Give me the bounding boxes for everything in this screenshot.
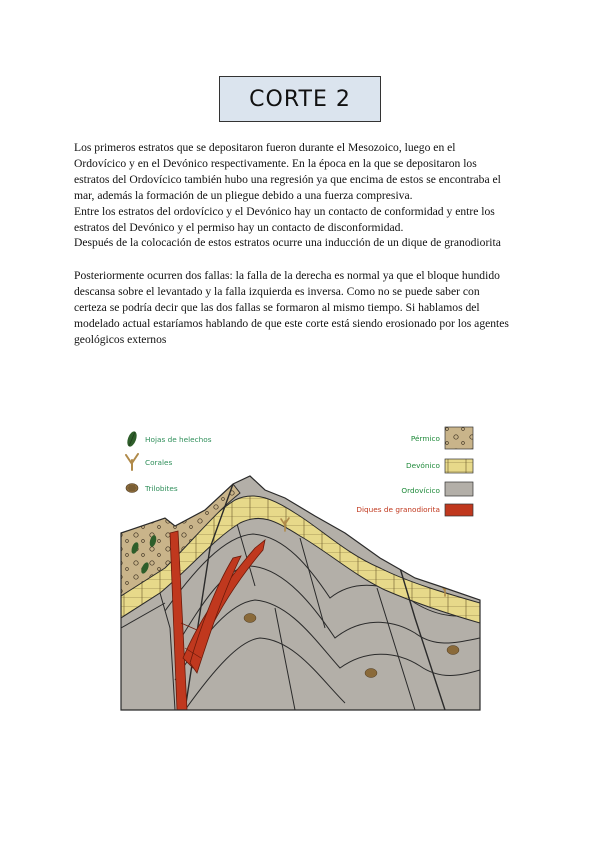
text-line: Posteriormente ocurren dos fallas: la falla de la derecha es normal ya que el bloque hundido bbox=[74, 269, 500, 282]
legend-swatch-ordovicico bbox=[445, 482, 473, 496]
paragraph-strata-history bbox=[74, 140, 534, 251]
text-line: descansa sobre el levantado y la falla izquierda es inversa. Como no se puede saber con bbox=[74, 284, 480, 298]
fossil-legend bbox=[126, 430, 212, 493]
text-line: Los primeros estratos que se depositaron fueron durante el Mesozoico, luego en el bbox=[74, 141, 456, 154]
text-line: estratos del Ordovícico también hubo una regresión ya que encima de estos se encontraba el bbox=[74, 172, 501, 186]
trilobite-icon bbox=[126, 484, 138, 493]
legend-label-dique: Diques de granodiorita bbox=[356, 505, 440, 514]
text-line: modelado actual estaríamos hablando de que este corte está siendo erosionado por los agentes bbox=[74, 316, 509, 330]
text-line: certeza se podría decir que las dos fallas se formaron al mismo tiempo. Si hablamos del bbox=[74, 300, 480, 314]
legend-label-permico: Pérmico bbox=[410, 434, 440, 443]
text-line: geológicos externos bbox=[74, 332, 167, 346]
legend-swatch-permico bbox=[445, 427, 473, 449]
page-title: CORTE 2 bbox=[219, 76, 381, 122]
text-line: Entre los estratos del ordovícico y el Devónico hay un contacto de conformidad y entre los bbox=[74, 204, 495, 218]
legend-label-fern: Hojas de helechos bbox=[145, 435, 212, 444]
legend-label-ordovicico: Ordovícico bbox=[401, 486, 440, 495]
text-line: Después de la colocación de estos estratos ocurre una inducción de un dique de granodiorita bbox=[74, 236, 501, 250]
fern-leaf-icon bbox=[126, 430, 139, 448]
legend-swatch-devonico bbox=[445, 459, 473, 473]
text-line: mar, además la formación de un pliegue debido a una fuerza compresiva. bbox=[74, 188, 413, 202]
paragraph-faults bbox=[74, 268, 534, 348]
legend-swatch-dique bbox=[445, 504, 473, 516]
text-line: estratos del Devónico y el permiso hay un contacto de disconformidad. bbox=[74, 220, 404, 234]
coral-icon bbox=[126, 454, 138, 470]
strata-legend bbox=[356, 427, 473, 516]
legend-label-devonico: Devónico bbox=[405, 461, 440, 470]
cross-section-block bbox=[115, 458, 485, 714]
legend-label-trilobite: Trilobites bbox=[145, 484, 178, 493]
geologic-cross-section-figure bbox=[115, 418, 485, 714]
text-line: Ordovícico y en el Devónico respectivamente. En la época en la que se depositaron los bbox=[74, 156, 477, 170]
legend-label-coral: Corales bbox=[145, 458, 173, 467]
